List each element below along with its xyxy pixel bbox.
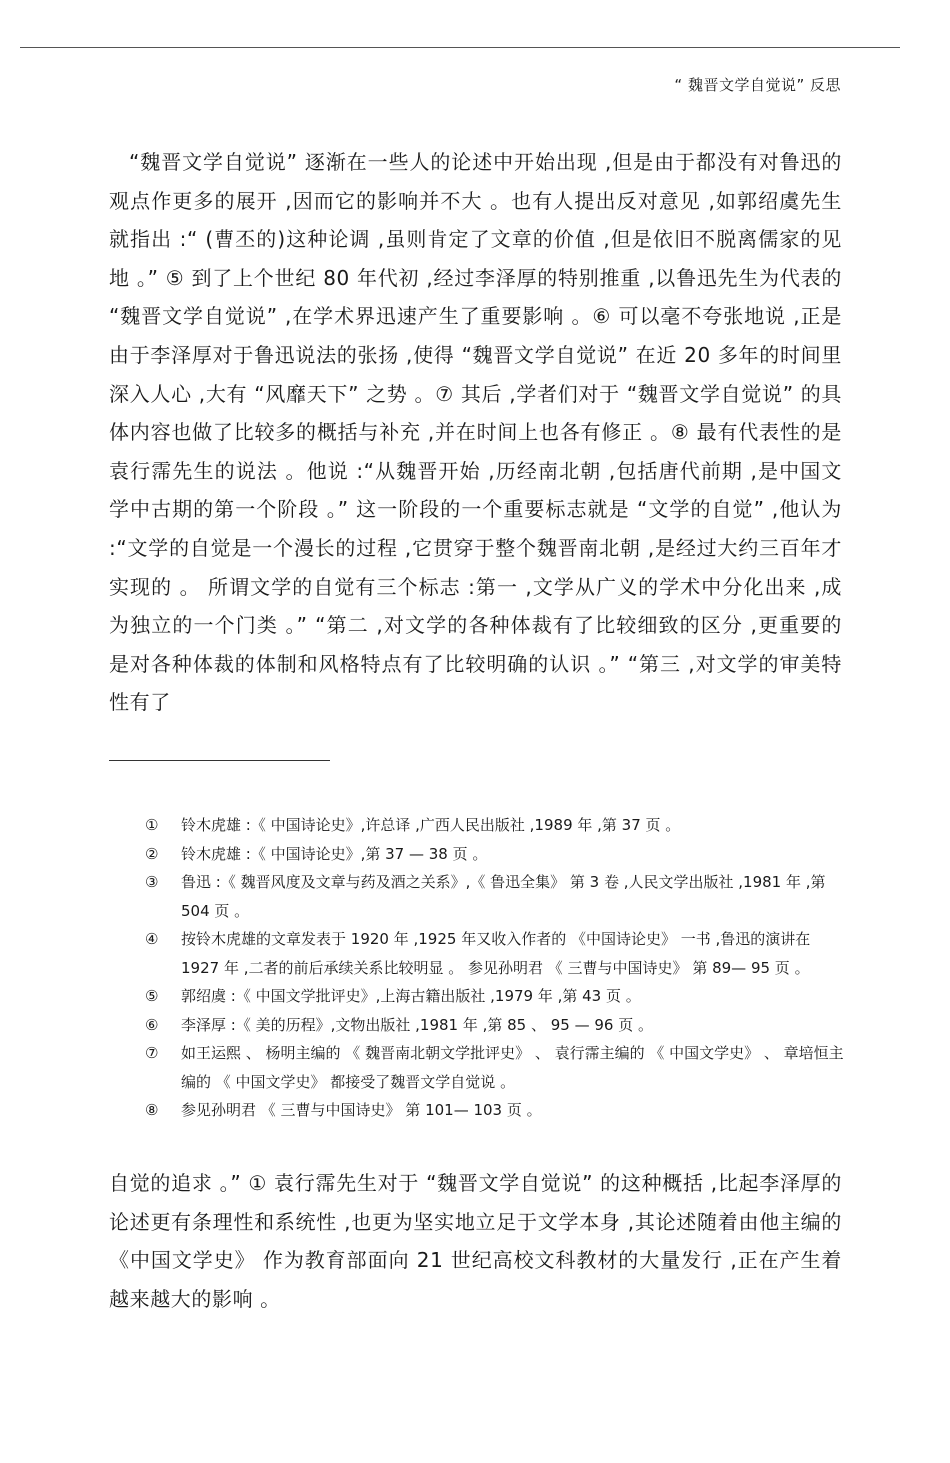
footnote-rule bbox=[109, 760, 330, 761]
footnote-marker: ② bbox=[145, 844, 159, 863]
footnote-marker: ③ bbox=[145, 873, 159, 891]
running-title: “ 魏晋文学自觉说” 反思 bbox=[674, 76, 841, 94]
footnote-3 bbox=[145, 868, 845, 925]
footnote-marker: ① bbox=[145, 816, 159, 834]
footnote-marker: ④ bbox=[145, 930, 159, 948]
footnote-text: 按铃木虎雄的文章发表于 1920 年 ,1925 年又收入作者的 《中国诗论史》 一书 ,鲁迅的演讲在 1927 年 ,二者的前后承续关系比较明显 。 参见孙明君 《 三曹与中国诗史》 第 89— 95 页 。 bbox=[181, 930, 811, 977]
footnote-2 bbox=[145, 840, 845, 869]
footnote-text: 郭绍虞 :《 中国文学批评史》,上海古籍出版社 ,1979 年 ,第 43 页 。 bbox=[181, 987, 641, 1005]
footnote-list bbox=[145, 811, 845, 1125]
footnote-marker: ⑧ bbox=[145, 1101, 159, 1119]
footnote-text: 参见孙明君 《 三曹与中国诗史》 第 101— 103 页 。 bbox=[181, 1101, 542, 1119]
footnote-5 bbox=[145, 982, 845, 1011]
body-paragraph: “魏晋文学自觉说” 逐渐在一些人的论述中开始出现 ,但是由于都没有对鲁迅的观点作更多的展开 ,因而它的影响并不大 。也有人提出反对意见 ,如郭绍虞先生就指出 :“ (曹丕的)这种论调 ,虽则肯定了文章的价值 ,但是依旧不脱离儒家的见地 。” ⑤ 到了上个世纪 80 年代初 ,经过李泽厚的特别推重 ,以鲁迅先生为代表的 “魏晋文学自觉说” ,在学术界迅速产生了重要影响 。⑥ 可以毫不夸张地说 ,正是由于李泽厚对于鲁迅说法的张扬 ,使得 “魏晋文学自觉说” 在近 20 多年的时间里深入人心 ,大有 “风靡天下” 之势 。⑦ 其后 ,学者们对于 “魏晋文学自觉说” 的具体内容也做了比较多的概括与补充 ,并在时间上也各有修正 。⑧ 最有代表性的是袁行霈先生的说法 。他说 :“从魏晋开始 ,历经南北朝 ,包括唐代前期 ,是中国文学中古期的第一个阶段 。” 这一阶段的一个重要标志就是 “文学的自觉” ,他认为 :“文学的自觉是一个漫长的过程 ,它贯穿于整个魏晋南北朝 ,是经过大约三百年才实现的 。 所谓文学的自觉有三个标志 :第一 ,文学从广义的学术中分化出来 ,成为独立的一个门类 。” “第二 ,对文学的各种体裁有了比较细致的区分 ,更重要的是对各种体裁的体制和风格特点有了比较明确的认识 。” “第三 ,对文学的审美特性有了 bbox=[109, 150, 842, 715]
footnote-text: 如王运熙 、 杨明主编的 《 魏晋南北朝文学批评史》 、 袁行霈主编的 《 中国文学史》 、 章培恒主编的 《 中国文学史》 都接受了魏晋文学自觉说 。 bbox=[181, 1044, 844, 1091]
header-rule bbox=[20, 47, 900, 48]
footnote-6 bbox=[145, 1011, 845, 1040]
footnote-text: 铃木虎雄 :《 中国诗论史》,许总译 ,广西人民出版社 ,1989 年 ,第 37 页 。 bbox=[181, 816, 681, 834]
footnote-7 bbox=[145, 1039, 845, 1096]
footnote-1 bbox=[145, 811, 845, 840]
footnote-marker: ⑦ bbox=[145, 1044, 159, 1062]
footnote-marker: ⑤ bbox=[145, 987, 159, 1005]
footnote-text: 鲁迅 :《 魏晋风度及文章与药及酒之关系》,《 鲁迅全集》 第 3 卷 ,人民文学出版社 ,1981 年 ,第 504 页 。 bbox=[181, 873, 826, 920]
footnote-marker: ⑥ bbox=[145, 1015, 159, 1034]
footnote-text: 铃木虎雄 :《 中国诗论史》,第 37 — 38 页 。 bbox=[181, 844, 488, 863]
continuation-paragraph: 自觉的追求 。” ① 袁行霈先生对于 “魏晋文学自觉说” 的这种概括 ,比起李泽厚的论述更有条理性和系统性 ,也更为坚实地立足于文学本身 ,其论述随着由他主编的 《中国文学史》 作为教育部面向 21 世纪高校文科教材的大量发行 ,正在产生着越来越大的影响 。 bbox=[109, 1171, 842, 1311]
continuation-text bbox=[109, 1164, 842, 1318]
body-text bbox=[109, 143, 842, 722]
footnote-8 bbox=[145, 1096, 845, 1125]
footnote-4 bbox=[145, 925, 845, 982]
footnote-text: 李泽厚 :《 美的历程》,文物出版社 ,1981 年 ,第 85 、 95 — 96 页 。 bbox=[181, 1015, 654, 1034]
